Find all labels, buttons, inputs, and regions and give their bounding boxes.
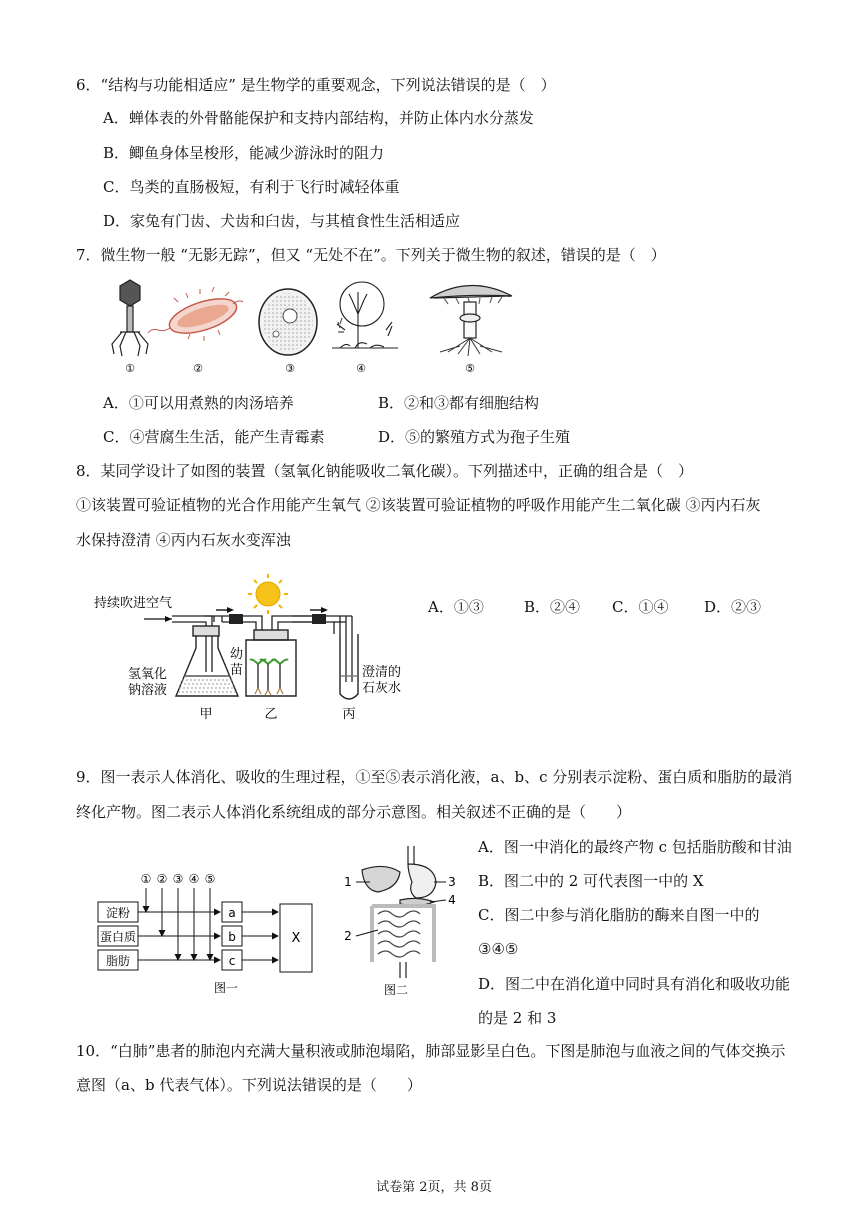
q9-stem-line1: 9．图一表示人体消化、吸收的生理过程，①至⑤表示消化液，a、b、c 分别表示淀粉、蛋白质和脂肪的最消 (76, 768, 793, 786)
flask-jia-image (176, 626, 238, 696)
stopper-icon (229, 614, 243, 624)
q9-option-c-line1: C．图二中参与消化脂肪的酶来自图一中的 (478, 906, 760, 924)
q10-stem-line1: 10．“白肺”患者的肺泡内充满大量积液或肺泡塌陷，肺部显影呈白色。下图是肺泡与血液之间的气体交换示 (76, 1042, 786, 1060)
fluid-label-3: ③ (172, 872, 184, 886)
q7-fig-label-4: ④ (356, 362, 366, 375)
q8-statements-line1: ①该装置可验证植物的光合作用能产生氧气 ②该装置可验证植物的呼吸作用能产生二氧化碳 ③丙内石灰 (76, 496, 761, 514)
q7-option-d: D．⑤的繁殖方式为孢子生殖 (378, 428, 571, 446)
q6-option-b: B．鲫鱼身体呈梭形，能减少游泳时的阻力 (103, 144, 385, 162)
product-c: c (228, 954, 236, 968)
q7-option-c: C．④营腐生生活，能产生青霉素 (103, 428, 325, 446)
organ-label-1: 1 (344, 875, 352, 889)
microbes-figure (100, 272, 530, 377)
q8-option-c: C．①④ (612, 598, 669, 616)
nutrient-starch: 淀粉 (105, 906, 131, 920)
fig1-caption: 图一 (213, 981, 239, 995)
stomach-shape (408, 864, 436, 898)
q6-stem: 6．“结构与功能相适应” 是生物学的重要观念，下列说法错误的是（ ） (76, 76, 556, 94)
label-bing: 丙 (342, 707, 356, 722)
q9-option-d-line2: 的是 2 和 3 (478, 1009, 557, 1027)
page-footer: 试卷第 2页，共 8页 (376, 1180, 492, 1195)
yeast-image (259, 289, 317, 355)
q8-option-a: A．①③ (428, 598, 484, 616)
q7-option-b: B．②和③都有细胞结构 (378, 394, 540, 412)
q7-fig-label-1: ① (125, 362, 135, 375)
q10-stem-line2: 意图（a、b 代表气体）。下列说法错误的是（ ） (76, 1076, 422, 1094)
q8-statements-line2: 水保持澄清 ④丙内石灰水变浑浊 (76, 531, 291, 549)
naoh-label-line2: 钠溶液 (128, 683, 168, 698)
q6-option-d: D．家兔有门齿、犬齿和臼齿，与其植食性生活相适应 (103, 212, 461, 230)
q8-option-b: B．②④ (524, 598, 581, 616)
bacterium-image (148, 287, 243, 341)
q9-option-d-line1: D．图二中在消化道中同时具有消化和吸收功能 (478, 975, 791, 993)
penicillium-image (332, 282, 398, 348)
blow-air-label: 持续吹进空气 (94, 596, 173, 611)
seedling-label-line1: 幼 (230, 647, 244, 662)
nutrient-protein: 蛋白质 (99, 930, 137, 944)
q6-option-a: A．蝉体表的外骨骼能保护和支持内部结构，并防止体内水分蒸发 (103, 109, 534, 127)
fluid-label-1: ① (140, 872, 152, 886)
q7-fig-label-3: ③ (285, 362, 295, 375)
product-b: b (228, 930, 236, 944)
q9-option-c-line2: ③④⑤ (478, 940, 519, 958)
product-a: a (228, 906, 236, 920)
fluid-label-4: ④ (188, 872, 200, 886)
organ-label-3: 3 (448, 875, 456, 889)
mushroom-image (430, 285, 512, 356)
organ-label-2: 2 (344, 929, 352, 943)
q7-option-a: A．①可以用煮熟的肉汤培养 (103, 394, 294, 412)
testtube-bing-image (340, 634, 358, 699)
q9-stem-line2: 终化产物。图二表示人体消化系统组成的部分示意图。相关叙述不正确的是（ ） (76, 803, 632, 821)
bacteriophage-image (112, 280, 148, 356)
sun-icon (248, 574, 288, 614)
digestive-system-figure (338, 842, 468, 1002)
label-yi: 乙 (264, 707, 278, 722)
nutrient-fat: 脂肪 (105, 954, 131, 968)
liver-shape (362, 866, 400, 892)
q9-option-b: B．图二中的 2 可代表图一中的 X (478, 872, 704, 890)
digestion-flowchart (94, 866, 334, 1001)
q7-fig-label-2: ② (193, 362, 203, 375)
jar-yi-image (246, 630, 296, 696)
fig2-caption: 图二 (383, 983, 409, 997)
q8-stem: 8．某同学设计了如图的装置（氢氧化钠能吸收二氧化碳）。下列描述中，正确的组合是（ ） (76, 462, 694, 480)
seedling-label-line2: 苗 (230, 663, 244, 678)
organ-label-4: 4 (448, 893, 456, 907)
q7-stem: 7．微生物一般 “无影无踪”，但又 “无处不在”。下列关于微生物的叙述，错误的是（ ） (76, 246, 666, 264)
q9-option-a: A．图一中消化的最终产物 c 包括脂肪酸和甘油 (478, 838, 792, 856)
q7-fig-label-5: ⑤ (465, 362, 475, 375)
label-jia: 甲 (199, 707, 213, 722)
fluid-label-5: ⑤ (204, 872, 216, 886)
limewater-label-line1: 澄清的 (362, 665, 402, 680)
q8-option-d: D．②③ (704, 598, 762, 616)
limewater-label-line2: 石灰水 (362, 681, 402, 696)
product-x: X (291, 931, 301, 946)
naoh-label-line1: 氢氧化 (128, 667, 168, 682)
apparatus-figure (92, 572, 412, 724)
fluid-label-2: ② (156, 872, 168, 886)
q6-option-c: C．鸟类的直肠极短，有利于飞行时减轻体重 (103, 178, 400, 196)
